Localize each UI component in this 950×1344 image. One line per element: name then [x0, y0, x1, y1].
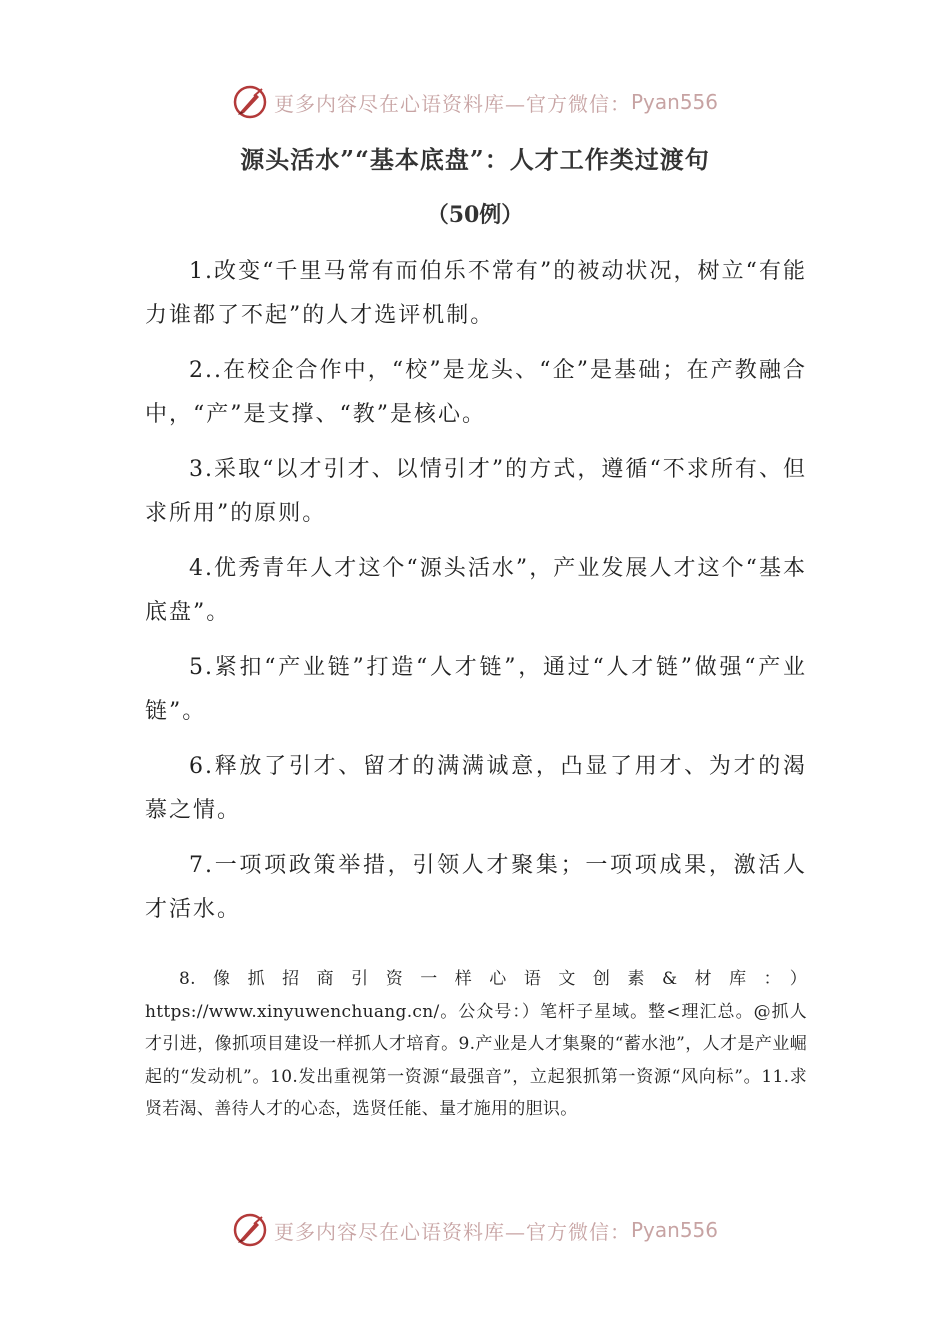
list-item: 4.优秀青年人才这个“源头活水”，产业发展人才这个“基本底盘”。: [145, 556, 807, 625]
quill-pen-logo-icon: [232, 1212, 268, 1248]
dense-paragraph: 8.像抓招商引资一样心语文创素&材库：）https://www.xinyuwenchuang.cn/。公众号：）笔杆子星域。整<理汇总。@抓人才引进，像抓项目建设一样抓人才培育。9.产业是人才集聚的“蓄水池”，人才是产业崛起的“发动机”。10.发出重视第一资源“最强音”，立起狠抓第一资源“风向标”。11.求贤若渴、善待人才的心态，选贤任能、量才施用的胆识。: [145, 969, 807, 1119]
list-item: 3.采取“以才引才、以情引才”的方式，遵循“不求所有、但求所用”的原则。: [145, 457, 807, 526]
quill-pen-logo-icon: [232, 84, 268, 120]
document-title: 源头活水”“基本底盘”：人才工作类过渡句: [240, 145, 710, 174]
list-item: 5.紧扣“产业链”打造“人才链”，通过“人才链”做强“产业链”。: [145, 655, 807, 724]
watermark-wechat-id: Pyan556: [630, 90, 718, 114]
footer-watermark-banner: [0, 1208, 950, 1252]
watermark-text: 更多内容尽在心语资料库—官方微信：: [273, 91, 631, 116]
header-watermark-banner: [0, 80, 950, 124]
list-item: 2..在校企合作中，“校”是龙头、“企”是基础；在产教融合中，“产”是支撑、“教”是核心。: [145, 358, 807, 427]
watermark-wechat-id: Pyan556: [630, 1218, 718, 1242]
list-item: 7.一项项政策举措，引领人才聚集；一项项成果，激活人才活水。: [145, 853, 807, 922]
document-subtitle: （50例）: [426, 202, 524, 228]
watermark-text: 更多内容尽在心语资料库—官方微信：: [273, 1219, 631, 1244]
list-item: 6.释放了引才、留才的满满诚意，凸显了用才、为才的渴慕之情。: [145, 754, 807, 823]
list-item: 1.改变“千里马常有而伯乐不常有”的被动状况，树立“有能力谁都了不起”的人才选评机制。: [145, 259, 807, 328]
sentence-list: [145, 250, 807, 943]
